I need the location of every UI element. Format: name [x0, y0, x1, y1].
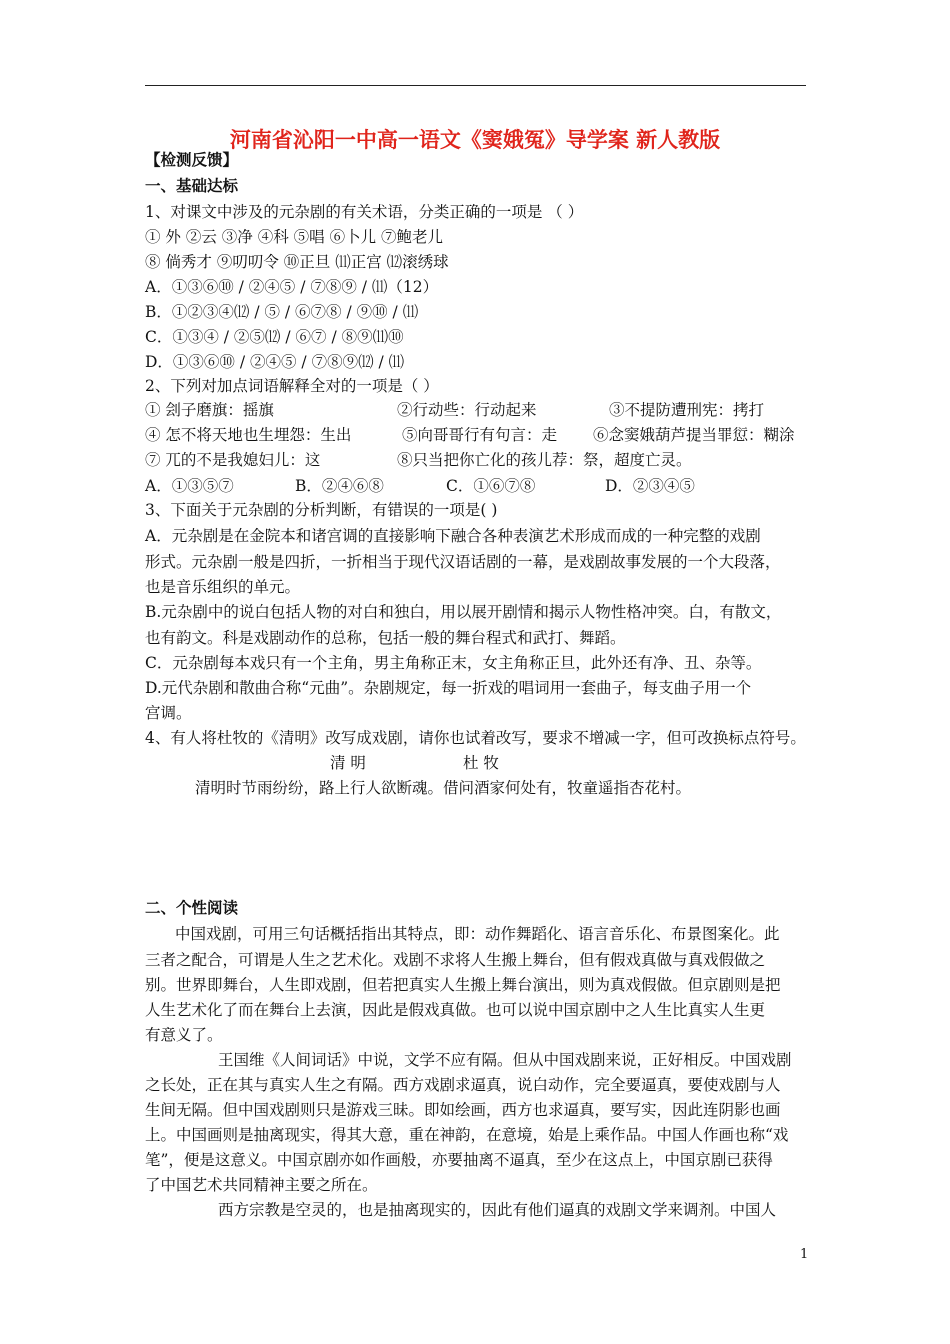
q2-item-7: ⑦ 兀的不是我媳妇儿：这 [145, 451, 321, 469]
q1-option-a: A．①③⑥⑩ / ②④⑤ / ⑦⑧⑨ / ⑾（12） [145, 278, 439, 296]
poem-text: 清明时节雨纷纷，路上行人欲断魂。借问酒家何处有，牧童遥指杏花村。 [195, 779, 692, 797]
q3-option-d-line2: 宫调。 [145, 704, 192, 722]
reading-p1-line4: 人生艺术化了而在舞台上去演，因此是假戏真做。也可以说中国京剧中之人生比真实人生更 [145, 1001, 766, 1019]
q2-item-4: ④ 怎不将天地也生埋怨：生出 [145, 426, 352, 444]
q3-option-b-line1: B.元杂剧中的说白包括人物的对白和独白，用以展开剧情和揭示人物性格冲突。白，有散文， [145, 603, 782, 621]
poem-title: 清 明 [330, 754, 366, 772]
q2-item-2: ②行动些：行动起来 [397, 401, 537, 419]
section2-heading: 二、个性阅读 [145, 899, 239, 917]
reading-p1-line5: 有意义了。 [145, 1026, 223, 1044]
header-rule [145, 85, 806, 86]
q1-stem: 1、对课文中涉及的元杂剧的有关术语，分类正确的一项是 （ ） [145, 203, 584, 221]
reading-p2-line4: 上。中国画则是抽离现实，得其大意，重在神韵，在意境，始是上乘作品。中国人作画也称“戏 [145, 1126, 789, 1144]
q3-option-b-line2: 也有韵文。科是戏剧动作的总称，包括一般的舞台程式和武打、舞蹈。 [145, 629, 626, 647]
q3-option-a-line3: 也是音乐组织的单元。 [145, 578, 301, 596]
q2-item-8: ⑧只当把你亡化的孩儿荐：祭，超度亡灵。 [397, 451, 692, 469]
reading-p3-line1: 西方宗教是空灵的，也是抽离现实的，因此有他们逼真的戏剧文学来调剂。中国人 [218, 1201, 777, 1219]
reading-p2-line1: 王国维《人间词话》中说，文学不应有隔。但从中国戏剧来说，正好相反。中国戏剧 [218, 1051, 792, 1069]
q2-option-d: D．②③④⑤ [605, 477, 695, 495]
reading-p2-line2: 之长处，正在其与真实人生之有隔。西方戏剧求逼真，说白动作，完全要逼真，要使戏剧与人 [145, 1076, 781, 1094]
q1-items-line2: ⑧ 倘秀才 ⑨叨叨令 ⑩正旦 ⑾正宫 ⑿滚绣球 [145, 253, 449, 271]
q4-stem: 4、有人将杜牧的《清明》改写成戏剧，请你也试着改写，要求不增减一字，但可改换标点符号。 [145, 729, 806, 747]
q2-option-c: C．①⑥⑦⑧ [446, 477, 536, 495]
reading-p2-line6: 了中国艺术共同精神主要之所在。 [145, 1176, 378, 1194]
section-feedback-label: 【检测反馈】 [145, 151, 239, 169]
q2-option-b: B．②④⑥⑧ [295, 477, 384, 495]
q2-item-6: ⑥念窦娥葫芦提当罪愆：糊涂 [593, 426, 795, 444]
page-number: 1 [800, 1247, 809, 1262]
q3-option-c: C．元杂剧每本戏只有一个主角，男主角称正末，女主角称正旦，此外还有净、丑、杂等。 [145, 654, 762, 672]
q2-item-3: ③不提防遭刑宪：拷打 [609, 401, 765, 419]
document-title: 河南省沁阳一中高一语文《窦娥冤》导学案 新人教版 [229, 128, 721, 152]
q1-option-c: C．①③④ / ②⑤⑿ / ⑥⑦ / ⑧⑨⑾⑩ [145, 328, 404, 346]
poem-author: 杜 牧 [463, 754, 499, 772]
q1-option-d: D．①③⑥⑩ / ②④⑤ / ⑦⑧⑨⑿ / ⑾ [145, 353, 405, 371]
q2-item-5: ⑤向哥哥行有句言：走 [402, 426, 558, 444]
reading-p1-line3: 别。世界即舞台，人生即戏剧，但若把真实人生搬上舞台演出，则为真戏假做。但京剧则是把 [145, 976, 781, 994]
q3-option-a-line2: 形式。元杂剧一般是四折，一折相当于现代汉语话剧的一幕，是戏剧故事发展的一个大段落， [145, 553, 781, 571]
q3-option-d-line1: D.元代杂剧和散曲合称“元曲”。杂剧规定，每一折戏的唱词用一套曲子，每支曲子用一个 [145, 679, 752, 697]
q1-option-b: B．①②③④⑿ / ⑤ / ⑥⑦⑧ / ⑨⑩ / ⑾ [145, 303, 419, 321]
q3-option-a-line1: A．元杂剧是在金院本和诸宫调的直接影响下融合各种表演艺术形成而成的一种完整的戏剧 [145, 527, 761, 545]
section1-heading: 一、基础达标 [145, 177, 239, 195]
q2-option-a: A．①③⑤⑦ [145, 477, 234, 495]
q3-stem: 3、下面关于元杂剧的分析判断，有错误的一项是( ) [145, 501, 498, 519]
q2-item-1: ① 刽子磨旗：摇旗 [145, 401, 274, 419]
reading-p2-line3: 生间无隔。但中国戏剧则只是游戏三昧。即如绘画，西方也求逼真，要写实，因此连阴影也画 [145, 1101, 781, 1119]
q2-stem: 2、下列对加点词语解释全对的一项是（ ） [145, 377, 439, 395]
reading-p1-line2: 三者之配合，可谓是人生之艺术化。戏剧不求将人生搬上舞台，但有假戏真做与真戏假做之 [145, 951, 766, 969]
q1-items-line1: ① 外 ②云 ③净 ④科 ⑤唱 ⑥卜儿 ⑦鲍老儿 [145, 228, 443, 246]
reading-p2-line5: 笔”，便是这意义。中国京剧亦如作画般，亦要抽离不逼真，至少在这点上，中国京剧已获得 [145, 1151, 773, 1169]
reading-p1-line1: 中国戏剧，可用三句话概括指出其特点，即：动作舞蹈化、语言音乐化、布景图案化。此 [175, 925, 780, 943]
